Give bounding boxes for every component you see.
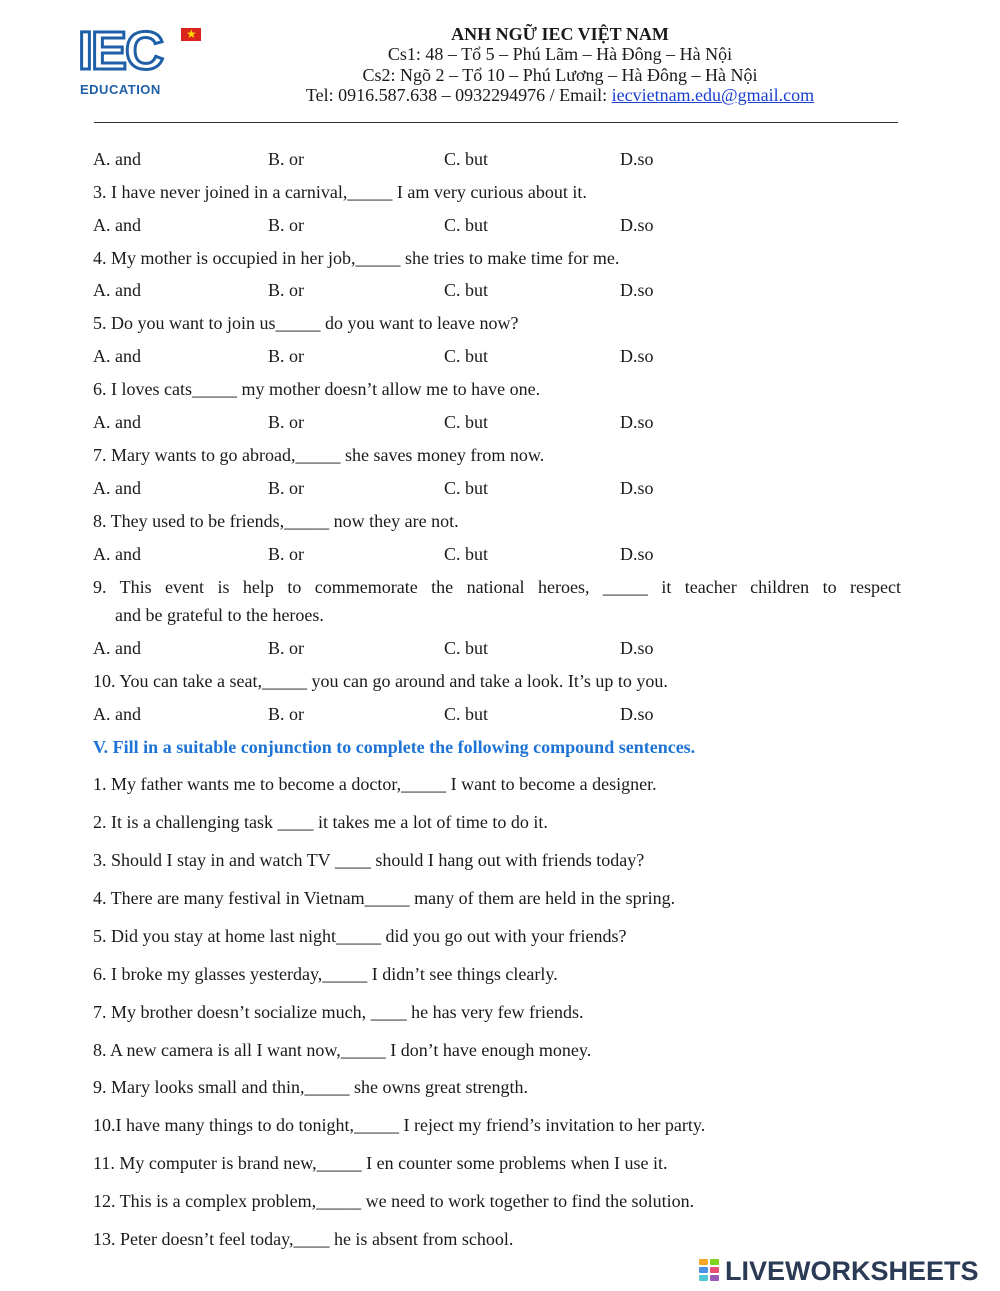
question-9-line-2: and be grateful to the heroes.: [115, 605, 324, 625]
question-8: 8. They used to be friends,_____ now they are not.: [93, 511, 459, 531]
fill-item-1: 1. My father wants me to become a doctor,_____ I want to become a designer.: [93, 774, 657, 794]
fill-item-13: 13. Peter doesn’t feel today,____ he is absent from school.: [93, 1229, 514, 1249]
header-title: ANH NGỮ IEC VIỆT NAM: [451, 24, 669, 44]
iec-logo: [78, 21, 208, 104]
fill-item-3: 3. Should I stay in and watch TV ____ should I hang out with friends today?: [93, 850, 645, 870]
q6-option-c: C. but: [444, 412, 489, 432]
q5-option-a: A. and: [93, 346, 141, 366]
q5-option-d: D.so: [620, 346, 654, 366]
fill-item-6: 6. I broke my glasses yesterday,_____ I didn’t see things clearly.: [93, 964, 558, 984]
section-v-heading: V. Fill in a suitable conjunction to complete the following compound sentences.: [93, 737, 696, 757]
header-divider: [94, 122, 898, 123]
fill-item-8: 8. A new camera is all I want now,_____ I don’t have enough money.: [93, 1040, 592, 1060]
q8-option-b: B. or: [268, 544, 304, 564]
q10-option-c: C. but: [444, 704, 489, 724]
fill-item-2: 2. It is a challenging task ____ it takes me a lot of time to do it.: [93, 812, 548, 832]
question-4: 4. My mother is occupied in her job,_____ she tries to make time for me.: [93, 248, 620, 268]
header-address-2: Cs2: Ngõ 2 – Tổ 10 – Phú Lương – Hà Đông – Hà Nội: [362, 65, 758, 85]
header-phone: Tel: 0916.587.638 – 0932294976 / Email:: [305, 85, 612, 105]
header-contact: [230, 85, 890, 105]
logo-subtitle: EDUCATION: [80, 82, 161, 97]
question-3: 3. I have never joined in a carnival,_____ I am very curious about it.: [93, 182, 587, 202]
fill-item-5: 5. Did you stay at home last night_____ did you go out with your friends?: [93, 926, 627, 946]
liveworksheets-text: LIVEWORKSHEETS: [725, 1256, 979, 1286]
question-6: 6. I loves cats_____ my mother doesn’t allow me to have one.: [93, 379, 541, 399]
q6-option-b: B. or: [268, 412, 304, 432]
q5-option-c: C. but: [444, 346, 489, 366]
q7-option-b: B. or: [268, 478, 304, 498]
q7-option-d: D.so: [620, 478, 654, 498]
header-email-link[interactable]: iecvietnam.edu@gmail.com: [611, 85, 815, 105]
q4-option-b: B. or: [268, 280, 304, 300]
q2-option-d: D.so: [620, 149, 654, 169]
q4-option-a: A. and: [93, 280, 141, 300]
q5-option-b: B. or: [268, 346, 304, 366]
header-address-1: Cs1: 48 – Tổ 5 – Phú Lãm – Hà Đông – Hà Nội: [387, 44, 733, 64]
q4-option-c: C. but: [444, 280, 489, 300]
fill-item-7: 7. My brother doesn’t socialize much, ____ he has very few friends.: [93, 1002, 584, 1022]
q8-option-d: D.so: [620, 544, 654, 564]
q3-option-c: C. but: [444, 215, 489, 235]
q7-option-c: C. but: [444, 478, 489, 498]
fill-item-11: 11. My computer is brand new,_____ I en counter some problems when I use it.: [93, 1153, 668, 1173]
q10-option-a: A. and: [93, 704, 141, 724]
q7-option-a: A. and: [93, 478, 141, 498]
fill-item-4: 4. There are many festival in Vietnam_____ many of them are held in the spring.: [93, 888, 676, 908]
q3-option-a: A. and: [93, 215, 141, 235]
q3-option-b: B. or: [268, 215, 304, 235]
q10-option-b: B. or: [268, 704, 304, 724]
fill-item-12: 12. This is a complex problem,_____ we need to work together to find the solution.: [93, 1191, 695, 1211]
q4-option-d: D.so: [620, 280, 654, 300]
liveworksheets-logo-icon: [699, 1259, 721, 1283]
q3-option-d: D.so: [620, 215, 654, 235]
q8-option-c: C. but: [444, 544, 489, 564]
logo-letters: IEC: [78, 21, 163, 81]
question-9-line-1: 9. This event is help to commemorate the national heroes, _____ it teacher children to respect: [93, 577, 901, 597]
q10-option-d: D.so: [620, 704, 654, 724]
q9-option-c: C. but: [444, 638, 489, 658]
fill-item-10: 10.I have many things to do tonight,_____ I reject my friend’s invitation to her party.: [93, 1115, 706, 1135]
q9-option-a: A. and: [93, 638, 141, 658]
q2-option-a: A. and: [93, 149, 141, 169]
question-5: 5. Do you want to join us_____ do you want to leave now?: [93, 313, 519, 333]
q9-option-b: B. or: [268, 638, 304, 658]
q2-option-c: C. but: [444, 149, 489, 169]
fill-item-9: 9. Mary looks small and thin,_____ she owns great strength.: [93, 1077, 528, 1097]
q2-option-b: B. or: [268, 149, 304, 169]
question-7: 7. Mary wants to go abroad,_____ she saves money from now.: [93, 445, 545, 465]
q6-option-a: A. and: [93, 412, 141, 432]
vietnam-flag-icon: ★: [181, 28, 201, 41]
q6-option-d: D.so: [620, 412, 654, 432]
question-10: 10. You can take a seat,_____ you can go around and take a look. It’s up to you.: [93, 671, 668, 691]
q8-option-a: A. and: [93, 544, 141, 564]
q9-option-d: D.so: [620, 638, 654, 658]
